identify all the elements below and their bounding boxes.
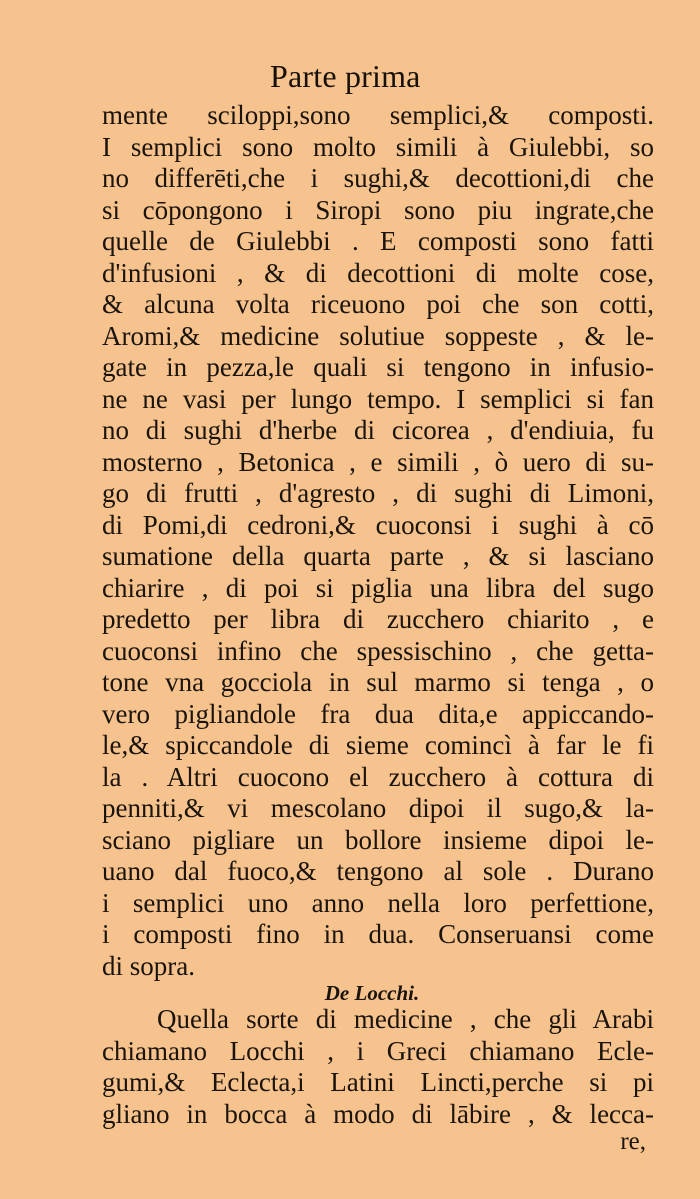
text-line: di sopra. [102, 950, 195, 981]
text-line: gate in pezza,le quali si tengono in infusio- [102, 352, 654, 382]
catchword: re, [620, 1128, 646, 1155]
text-line: & alcuna volta riceuono poi che son cotti, [102, 289, 654, 319]
text-line: predetto per libra di zucchero chiarito , e [102, 604, 654, 634]
paragraph-2 [102, 1004, 654, 1130]
text-line: no di sughi d'herbe di cicorea , d'endiuia, fu [102, 415, 654, 445]
body-text [102, 100, 654, 1129]
text-line: cuoconsi infino che spessischino , che getta- [102, 635, 654, 666]
text-line: tone vna gocciola in sul marmo si tenga , o [102, 667, 654, 697]
text-line: si cōpongono i Siropi sono piu ingrate,che [102, 194, 654, 225]
text-line: la . Altri cuocono el zucchero à cottura di [102, 761, 654, 792]
text-line: no differēti,che i sughi,& decottioni,di che [102, 163, 654, 193]
running-head: Parte prima [270, 58, 421, 94]
text-line: sciano pigliare un bollore insieme dipoi le- [102, 824, 654, 855]
text-line: Aromi,& medicine solutiue soppeste , & le- [102, 320, 654, 351]
paragraph-1 [102, 100, 654, 982]
text-line: quelle de Giulebbi . E composti sono fatti [102, 226, 654, 256]
text-line: gumi,& Eclecta,i Latini Lincti,perche si pi [102, 1067, 654, 1097]
text-line: di Pomi,di cedroni,& cuoconsi i sughi à cō [102, 509, 654, 540]
text-line: d'infusioni , & di decottioni di molte cose, [102, 257, 654, 288]
text-line: chiamano Locchi , i Greci chiamano Ecle- [102, 1035, 654, 1066]
section-heading: De Locchi. [324, 981, 420, 1005]
text-line: penniti,& vi mescolano dipoi il sugo,& la- [102, 793, 654, 823]
text-line: uano dal fuoco,& tengono al sole . Durano [102, 856, 654, 886]
text-line: i composti fino in dua. Conseruansi come [102, 919, 654, 949]
text-line: le,& spiccandole di sieme comincì à far le fi [102, 730, 654, 760]
text-line: chiarire , di poi si piglia una libra del sugo [102, 572, 654, 603]
text-line: I semplici sono molto simili à Giulebbi, so [102, 131, 654, 162]
text-line: gliano in bocca à modo di lābire , & lecca- [102, 1098, 654, 1129]
text-line: ne ne vasi per lungo tempo. I semplici si fan [102, 383, 654, 414]
text-line: mosterno , Betonica , e simili , ò uero di su- [102, 446, 654, 477]
text-line: Quella sorte di medicine , che gli Arabi [157, 1004, 654, 1034]
text-line: sumatione della quarta parte , & si lasciano [102, 541, 654, 571]
text-line: i semplici uno anno nella loro perfettione, [102, 887, 654, 918]
text-line: vero pigliandole fra dua dita,e appiccando- [102, 698, 654, 729]
text-line: mente sciloppi,sono semplici,& composti. [102, 100, 654, 130]
text-line: go di frutti , d'agresto , di sughi di Limoni, [102, 478, 654, 508]
